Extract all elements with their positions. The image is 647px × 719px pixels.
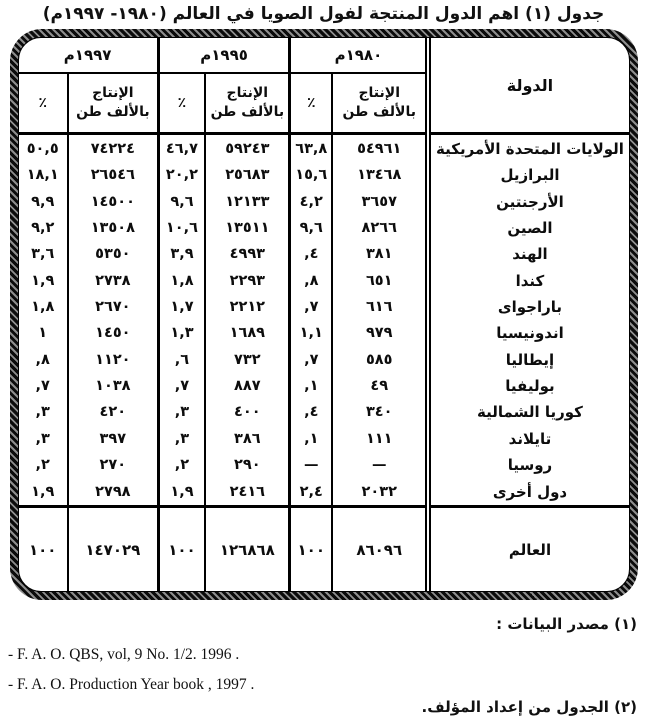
column-header-year-1997: ١٩٩٧م	[19, 38, 159, 73]
table-row	[19, 373, 629, 399]
pct-1995: ١,٨	[158, 267, 205, 293]
pct-1997: ,٨	[35, 351, 50, 368]
prod-1997: ٧٤٢٢٤	[68, 134, 158, 163]
table-row	[19, 134, 629, 163]
pct-1995: ١,٩	[158, 478, 205, 507]
pct-1995: ,٣	[158, 399, 205, 425]
table-frame-inner	[18, 37, 630, 592]
pct-1980: ,١	[290, 373, 332, 399]
country-name: كوريا الشمالية	[428, 399, 628, 425]
prod-1980: ١١١	[332, 425, 428, 451]
prod-1995: ٤٠٠	[205, 399, 290, 425]
prod-1995: ١٦٨٩	[205, 320, 290, 346]
table-row	[19, 215, 629, 241]
country-name: اندونيسيا	[428, 320, 628, 346]
footnote-source-2: - F. A. O. Production Year book , 1997 .	[8, 676, 255, 693]
table-row	[19, 425, 629, 451]
pct-1980: ٦٣,٨	[290, 134, 332, 163]
pct-1995: ٣,٩	[158, 241, 205, 267]
prod-1980: ٩٧٩	[332, 320, 428, 346]
pct-1980: ١,١	[290, 320, 332, 346]
pct-1995: ,٢	[158, 452, 205, 478]
prod-1997: ٢٧٠	[68, 452, 158, 478]
country-name: كندا	[428, 267, 628, 293]
country-name: تايلاند	[428, 425, 628, 451]
column-header-year-1995: ١٩٩٥م	[158, 38, 290, 73]
pct-1980: ,٧	[290, 294, 332, 320]
prod-1980: ٣٦٥٧	[332, 188, 428, 214]
prod-1980: ٨٢٦٦	[332, 215, 428, 241]
prod-1980: ٥٤٩٦١	[332, 134, 428, 163]
prod-1995: ٨٨٧	[205, 373, 290, 399]
prod-1995: ٧٣٢	[205, 346, 290, 372]
prod-1995: ٢٥٦٨٣	[205, 162, 290, 188]
prod-1995: ٢٢٩٣	[205, 267, 290, 293]
pct-1997: ٣,٦	[31, 246, 55, 263]
table-row	[19, 320, 629, 346]
prod-1995: ٢٤١٦	[205, 478, 290, 507]
pct-1997: ٩,٩	[31, 193, 55, 210]
pct-1980: ,٤	[290, 241, 332, 267]
prod-1997: ٤٢٠	[68, 399, 158, 425]
table-row	[19, 399, 629, 425]
prod-1997: ٥٣٥٠	[68, 241, 158, 267]
footnote-source-1: - F. A. O. QBS, vol, 9 No. 1/2. 1996 .	[8, 646, 240, 663]
country-name: الصين	[428, 215, 628, 241]
pct-1980: ,٨	[290, 267, 332, 293]
pct-1997: ١	[38, 325, 48, 342]
table-title: جدول (١) اهم الدول المنتجة لفول الصويا في العالم (١٩٨٠- ١٩٩٧م)	[42, 4, 605, 24]
table-row	[19, 294, 629, 320]
subheader-production-1980: الإنتاج بالألف طن	[332, 73, 428, 134]
pct-1995: ١,٧	[158, 294, 205, 320]
prod-1997: ٢٦٥٤٦	[68, 162, 158, 188]
pct-1995: ,٧	[158, 373, 205, 399]
pct-1980: ,١	[290, 425, 332, 451]
prod-1997: ٢٧٩٨	[68, 478, 158, 507]
prod-1995: ٢٩٠	[205, 452, 290, 478]
country-name: الأرجنتين	[428, 188, 628, 214]
pct-1980: ٤,٢	[290, 188, 332, 214]
pct-1997: ٩,٢	[31, 219, 55, 236]
column-header-country: الدولة	[428, 38, 628, 134]
pct-1995: ١٠,٦	[158, 215, 205, 241]
total-prod-1997: ١٤٧٠٢٩	[68, 507, 158, 591]
total-pct-1997: ١٠٠	[19, 507, 68, 591]
prod-1980: ٣٤٠	[332, 399, 428, 425]
table-body	[19, 134, 629, 507]
prod-1980: ٤٩	[332, 373, 428, 399]
total-row	[19, 507, 629, 591]
prod-1980: ٢٠٣٢	[332, 478, 428, 507]
pct-1997: ,٣	[35, 404, 50, 421]
pct-1995: ١,٣	[158, 320, 205, 346]
prod-1995: ١٢١٣٣	[205, 188, 290, 214]
pct-1997: ١,٩	[31, 483, 55, 500]
country-name: بوليفيا	[428, 373, 628, 399]
subheader-percent-1995: ٪	[158, 73, 205, 134]
pct-1980: ,٤	[290, 399, 332, 425]
table-row	[19, 346, 629, 372]
footnotes	[0, 615, 647, 716]
table-row	[19, 241, 629, 267]
pct-1995: ٤٦,٧	[158, 134, 205, 163]
prod-1995: ٥٩٢٤٣	[205, 134, 290, 163]
pct-1997: ,٧	[35, 377, 50, 394]
pct-1997: ٥٠,٥	[26, 140, 59, 157]
prod-1995: ٣٨٦	[205, 425, 290, 451]
subheader-production-1995: الإنتاج بالألف طن	[205, 73, 290, 134]
subheader-percent-1980: ٪	[290, 73, 332, 134]
pct-1997: ١٨,١	[26, 167, 59, 184]
prod-1997: ١٣٥٠٨	[68, 215, 158, 241]
prod-1980: ٥٨٥	[332, 346, 428, 372]
pct-1980: ٩,٦	[290, 215, 332, 241]
pct-1997: ,٢	[35, 457, 50, 473]
country-name: روسيا	[428, 452, 628, 478]
pct-1980: ١٥,٦	[290, 162, 332, 188]
country-name: إيطاليا	[428, 346, 628, 372]
total-prod-1995: ١٢٦٨٦٨	[205, 507, 290, 591]
soybean-production-table	[19, 38, 629, 591]
prod-1997: ١٤٥٠٠	[68, 188, 158, 214]
prod-1980: ٦١٦	[332, 294, 428, 320]
prod-1980: —	[332, 452, 428, 478]
total-prod-1980: ٨٦٠٩٦	[332, 507, 428, 591]
table-total	[19, 507, 629, 591]
subheader-production-1997: الإنتاج بالألف طن	[68, 73, 158, 134]
table-row	[19, 478, 629, 507]
pct-1980: ,٧	[290, 346, 332, 372]
year-header-row	[19, 38, 629, 73]
country-name: الولايات المتحدة الأمريكية	[428, 134, 628, 163]
pct-1997: ,٣	[35, 430, 50, 447]
total-label: العالم	[428, 507, 628, 591]
table-header	[19, 38, 629, 134]
country-name: دول أخرى	[428, 478, 628, 507]
pct-1980: —	[290, 452, 332, 478]
prod-1980: ٦٥١	[332, 267, 428, 293]
pct-1980: ٢,٤	[290, 478, 332, 507]
pct-1995: ,٣	[158, 425, 205, 451]
total-pct-1995: ١٠٠	[158, 507, 205, 591]
prod-1980: ١٣٤٦٨	[332, 162, 428, 188]
pct-1997: ١,٨	[31, 298, 55, 315]
table-row	[19, 162, 629, 188]
pct-1997: ١,٩	[31, 272, 55, 289]
prod-1997: ٣٩٧	[68, 425, 158, 451]
prod-1995: ١٣٥١١	[205, 215, 290, 241]
total-pct-1980: ١٠٠	[290, 507, 332, 591]
pct-1995: ٩,٦	[158, 188, 205, 214]
prod-1995: ٤٩٩٣	[205, 241, 290, 267]
prod-1980: ٣٨١	[332, 241, 428, 267]
prod-1997: ١٤٥٠	[68, 320, 158, 346]
subheader-percent-1997: ٪	[19, 73, 68, 134]
prod-1997: ٢٦٧٠	[68, 294, 158, 320]
prod-1997: ٢٧٣٨	[68, 267, 158, 293]
pct-1995: ,٦	[158, 346, 205, 372]
table-row	[19, 188, 629, 214]
country-name: باراجواى	[428, 294, 628, 320]
table-row	[19, 452, 629, 478]
prod-1997: ١٠٣٨	[68, 373, 158, 399]
prod-1995: ٢٢١٢	[205, 294, 290, 320]
footnote-data-source-label: (١) مصدر البيانات :	[496, 615, 637, 633]
table-frame	[10, 29, 638, 600]
country-name: البرازيل	[428, 162, 628, 188]
table-row	[19, 267, 629, 293]
prod-1997: ١١٢٠	[68, 346, 158, 372]
footnote-author-note: (٢) الجدول من إعداد المؤلف.	[421, 698, 637, 716]
pct-1995: ٢٠,٢	[158, 162, 205, 188]
country-name: الهند	[428, 241, 628, 267]
column-header-year-1980: ١٩٨٠م	[290, 38, 428, 73]
